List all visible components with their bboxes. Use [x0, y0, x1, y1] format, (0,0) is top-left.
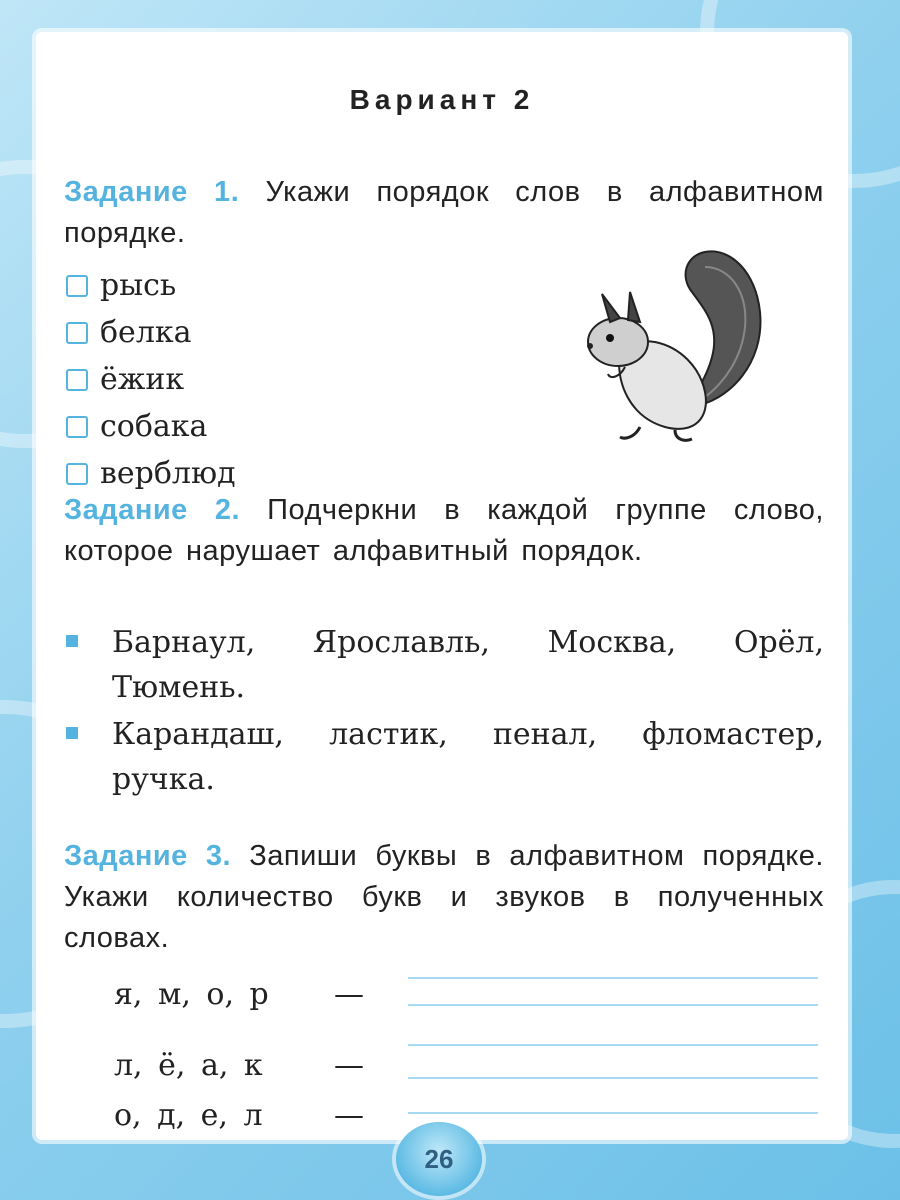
task-1-text: Укажи порядок слов в алфавитном порядке.	[64, 176, 824, 249]
task-2-heading: Задание 2.	[64, 494, 241, 526]
answer-line[interactable]	[408, 1077, 818, 1079]
word-group-text[interactable]: Барнаул, Ярославль, Москва, Орёл, Тюмень.	[112, 625, 824, 705]
word-group-text[interactable]: Карандаш, ластик, пенал, фломастер, ручка.	[112, 717, 824, 797]
task-3-heading: Задание 3.	[64, 840, 232, 872]
order-checkbox[interactable]	[66, 275, 88, 297]
word-label: рысь	[100, 268, 177, 303]
task-2	[64, 490, 824, 572]
task-3	[64, 836, 824, 959]
task-3-text: Запиши буквы в алфавитном порядке. Укажи количество букв и звуков в полученных словах.	[64, 840, 824, 954]
word-label: верблюд	[100, 456, 236, 491]
order-checkbox[interactable]	[66, 463, 88, 485]
answer-line[interactable]	[408, 977, 818, 979]
word-checklist	[66, 262, 236, 497]
list-item	[66, 262, 236, 309]
answer-line[interactable]	[408, 1044, 818, 1046]
order-checkbox[interactable]	[66, 322, 88, 344]
answer-line[interactable]	[408, 1004, 818, 1006]
letters: я, м, о, р	[114, 976, 269, 1012]
dash: —	[334, 1047, 364, 1083]
letters: о, д, е, л	[114, 1097, 263, 1133]
task-2-text: Подчеркни в каждой группе слово, которое нарушает алфавитный порядок.	[64, 494, 824, 567]
order-checkbox[interactable]	[66, 369, 88, 391]
letters-row-2	[114, 1040, 374, 1090]
word-label: собака	[100, 409, 208, 444]
word-label: ёжик	[100, 362, 185, 397]
answer-line[interactable]	[408, 1112, 818, 1114]
word-label: белка	[100, 315, 192, 350]
list-item	[66, 403, 236, 450]
dash: —	[334, 976, 364, 1012]
word-group-1	[64, 620, 824, 710]
list-item	[66, 356, 236, 403]
list-item	[66, 309, 236, 356]
word-group-2	[64, 712, 824, 802]
letters-row-1	[114, 969, 374, 1019]
page-number: 26	[396, 1122, 482, 1196]
bullet-icon	[66, 727, 78, 739]
workbook-page	[36, 32, 848, 1140]
bullet-icon	[66, 635, 78, 647]
squirrel-illustration	[580, 232, 780, 447]
letters: л, ё, а, к	[114, 1047, 263, 1083]
task-1-heading: Задание 1.	[64, 176, 240, 208]
order-checkbox[interactable]	[66, 416, 88, 438]
dash: —	[334, 1097, 364, 1133]
page-title: Вариант 2	[349, 84, 535, 115]
letters-row-3	[114, 1090, 374, 1140]
